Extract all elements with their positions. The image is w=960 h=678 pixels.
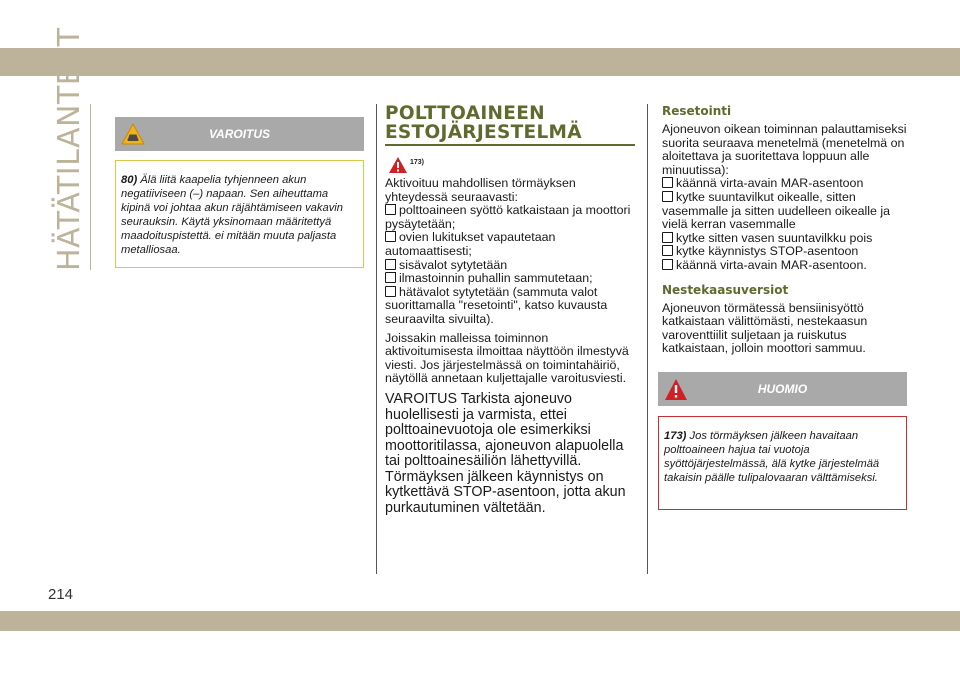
bullet-item: kytke käynnistys STOP-asentoon: [662, 245, 912, 259]
bullet-icon: [385, 204, 396, 215]
bottom-band: [0, 611, 960, 631]
bullet-icon: [662, 259, 673, 270]
caution-title: HUOMIO: [757, 382, 808, 396]
reset-intro: Ajoneuvon oikean toiminnan palauttamiseksi suorita seuraava menetelmä (menetelmä on aloitettava ja suoritettava loppuun alle minuutissa):: [662, 122, 907, 177]
lpg-heading: Nestekaasuversiot: [662, 282, 789, 297]
caution-box: [658, 416, 907, 510]
warning-text-wrap: [121, 173, 359, 257]
note-ref: 173): [410, 159, 425, 166]
bullet-icon: [662, 245, 673, 256]
warning-box: [115, 160, 364, 268]
warning-note-number: 80): [121, 174, 138, 186]
reset-heading: Resetointi: [662, 104, 732, 118]
warning-title: VAROITUS: [208, 127, 271, 141]
caution-text-wrap: [664, 429, 902, 485]
danger-icon: [388, 156, 408, 174]
section-paragraph-3: VAROITUS Tarkista ajoneuvo huolellisesti ja varmista, ettei polttoainevuotoja ole esimerkiksi moottoritilassa, ajoneuvon alapuolella tai polttoainesäiliön lähettyvillä. Törmäyksen jälkeen käynnistys on kytkettävä STOP-asentoon, jotta akun purkautuminen vältetään.: [385, 390, 626, 517]
bullet-item: kytke suuntavilkut oikealle, sitten vasemmalle ja sitten uudelleen oikealle ja vielä kerran vasemmalle: [662, 189, 890, 232]
bullet-item: polttoaineen syöttö katkaistaan ja moottori pysäytetään;: [385, 203, 631, 231]
section-paragraph-2: Joissakin malleissa toiminnon aktivoitumisesta ilmoittaa näyttöön ilmestyvä viesti. Jos järjestelmässä on toimintahäiriö, näytöllä annetaan kuljettajalle varoitusviesti.: [385, 330, 629, 386]
bullet-icon: [662, 232, 673, 243]
bullet-icon: [385, 286, 396, 297]
section-title-line1: POLTTOAINEEN: [385, 103, 545, 124]
car-warning-icon: [121, 122, 145, 146]
side-divider: [90, 104, 91, 270]
bullet-item: hätävalot sytytetään (sammuta valot suorittamalla "resetointi", katso kuvausta seuraavilta sivuilta).: [385, 284, 608, 326]
bullet-icon: [385, 231, 396, 242]
note-ref-row: [385, 156, 635, 174]
top-band: [0, 48, 960, 76]
warning-header: [115, 117, 364, 151]
bullet-item: käännä virta-avain MAR-asentoon: [662, 177, 912, 191]
bullet-icon: [662, 191, 673, 202]
page-number: 214: [48, 586, 74, 603]
bullet-icon: [662, 177, 673, 188]
section-title-line2: ESTOJÄRJESTELMÄ: [385, 122, 582, 143]
caution-header: [658, 372, 907, 406]
chapter-side-title: HÄTÄTILANTEET: [52, 27, 87, 271]
danger-warning-icon: [664, 378, 688, 402]
section-title-rule: [385, 144, 635, 146]
column-divider-2: [647, 104, 648, 574]
fuel-cutoff-section: [385, 104, 635, 517]
caution-note-number: 173): [664, 430, 687, 442]
warning-text: Älä liitä kaapelia tyhjenneen akun negatiiviseen (–) napaan. Sen aiheuttama kipinä voi johtaa akun räjähtämiseen vakavin seurauksin. Käytä yksinomaan määritettyä maadoituspistettä. ei mitään muuta paljasta metalliosaa.: [121, 174, 344, 256]
bullet-item: sisävalot sytytetään: [385, 259, 635, 273]
lpg-text: Ajoneuvon törmätessä bensiinisyöttö katkaistaan välittömästi, nestekaasun varoventtiilit suljetaan ja ruiskutus katkaistaan, jolloin moottori sammuu.: [662, 300, 868, 356]
bullet-item: käännä virta-avain MAR-asentoon.: [662, 259, 912, 273]
bullet-icon: [385, 272, 396, 283]
reset-section: [662, 104, 912, 356]
caution-text: Jos törmäyksen jälkeen havaitaan polttoaineen hajua tai vuotoja syöttöjärjestelmässä, älä kytke järjestelmää takaisin päälle tulipalovaaran välttämiseksi.: [664, 430, 880, 484]
bullet-item: kytke sitten vasen suuntavilkku pois: [662, 232, 912, 246]
section-intro: Aktivoituu mahdollisen törmäyksen yhteydessä seuraavasti:: [385, 176, 576, 204]
bullet-item: ovien lukitukset vapautetaan automaattisesti;: [385, 230, 556, 258]
bullet-icon: [385, 259, 396, 270]
bullet-item: ilmastoinnin puhallin sammutetaan;: [385, 272, 635, 286]
column-divider-1: [376, 104, 377, 574]
